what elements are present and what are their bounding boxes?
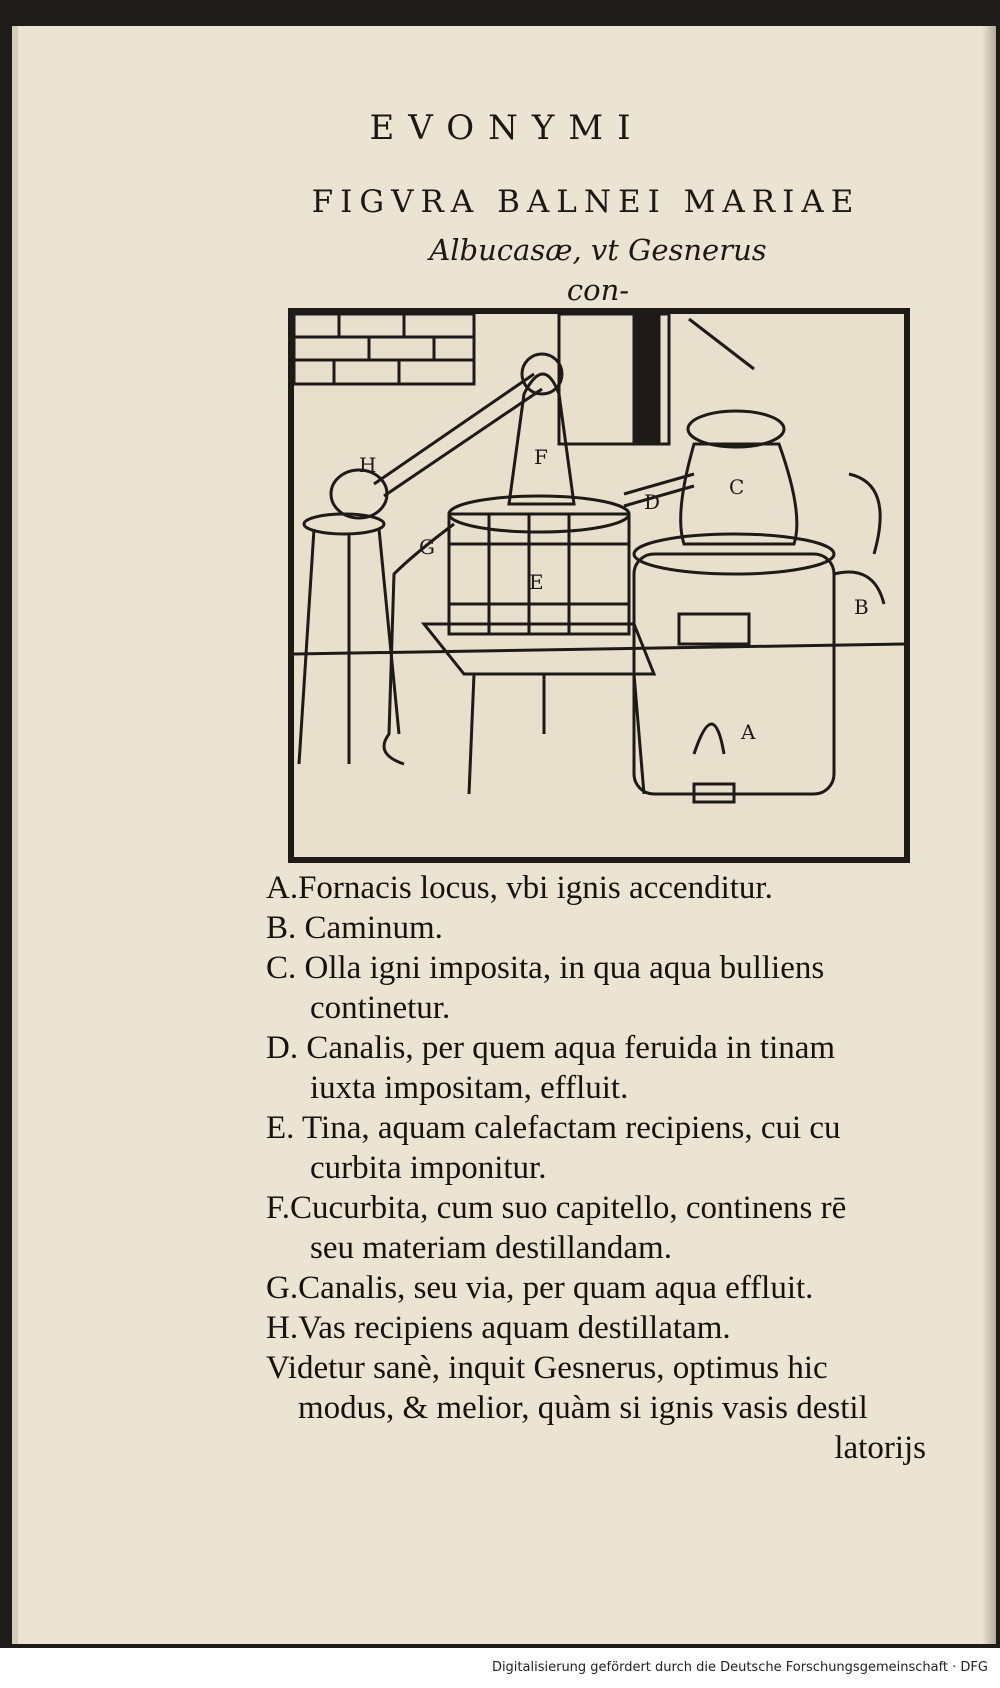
furnace-handle xyxy=(679,614,749,644)
legend-entry-g: G.Canalis, seu via, per quam aqua effluit. xyxy=(266,1270,814,1306)
legend-entry-e-cont: curbita imponitur. xyxy=(310,1150,547,1186)
label-H: H xyxy=(359,453,377,477)
label-D: D xyxy=(644,490,661,514)
fire xyxy=(694,724,724,754)
canal-G xyxy=(384,524,454,764)
brick-wall xyxy=(294,314,474,384)
label-F: F xyxy=(534,445,548,469)
legend-entry-d-cont: iuxta impositam, effluit. xyxy=(310,1070,629,1106)
digitization-credit: Digitalisierung gefördert durch die Deutsche Forschungsgemeinschaft · DFG xyxy=(0,1648,1000,1688)
paragraph-line-3: latorijs xyxy=(834,1430,926,1466)
paragraph-line-2: modus, & melior, quàm si ignis vasis destil xyxy=(298,1390,868,1426)
legend-entry-f: F.Cucurbita, cum suo capitello, continens rē xyxy=(266,1190,847,1226)
label-G: G xyxy=(419,535,435,559)
receiver-flask-H xyxy=(331,470,387,518)
legend-entry-c: C. Olla igni imposita, in qua aqua bulliens xyxy=(266,950,825,986)
woodcut-drawing xyxy=(294,314,904,857)
woodcut-illustration xyxy=(288,308,910,863)
figure-legend xyxy=(266,868,946,1468)
running-head: EVONYMI xyxy=(369,108,645,148)
paragraph-line-1: Videtur sanè, inquit Gesnerus, optimus hic xyxy=(266,1350,828,1386)
label-A: A xyxy=(741,720,756,744)
subtitle-line-1: Albucasæ, vt Gesnerus con- xyxy=(429,233,767,307)
legend-entry-d: D. Canalis, per quem aqua feruida in tinam xyxy=(266,1030,836,1066)
figure-title: FIGVRA BALNEI MARIAE xyxy=(311,184,861,220)
label-B: B xyxy=(854,595,869,619)
legend-entry-f-cont: seu materiam destillandam. xyxy=(310,1230,672,1266)
legend-entry-b: B. Caminum. xyxy=(266,910,443,946)
legend-entry-a: A.Fornacis locus, vbi ignis accenditur. xyxy=(266,870,773,906)
tripod-top xyxy=(304,514,384,534)
book-page xyxy=(12,26,996,1644)
legend-entry-h: H.Vas recipiens aquam destillatam. xyxy=(266,1310,731,1346)
legend-entry-c-cont: continetur. xyxy=(310,990,451,1026)
furnace xyxy=(634,554,834,794)
legend-entry-e: E. Tina, aquam calefactam recipiens, cui cu xyxy=(266,1110,841,1146)
label-E: E xyxy=(529,570,544,594)
label-C: C xyxy=(729,475,745,499)
